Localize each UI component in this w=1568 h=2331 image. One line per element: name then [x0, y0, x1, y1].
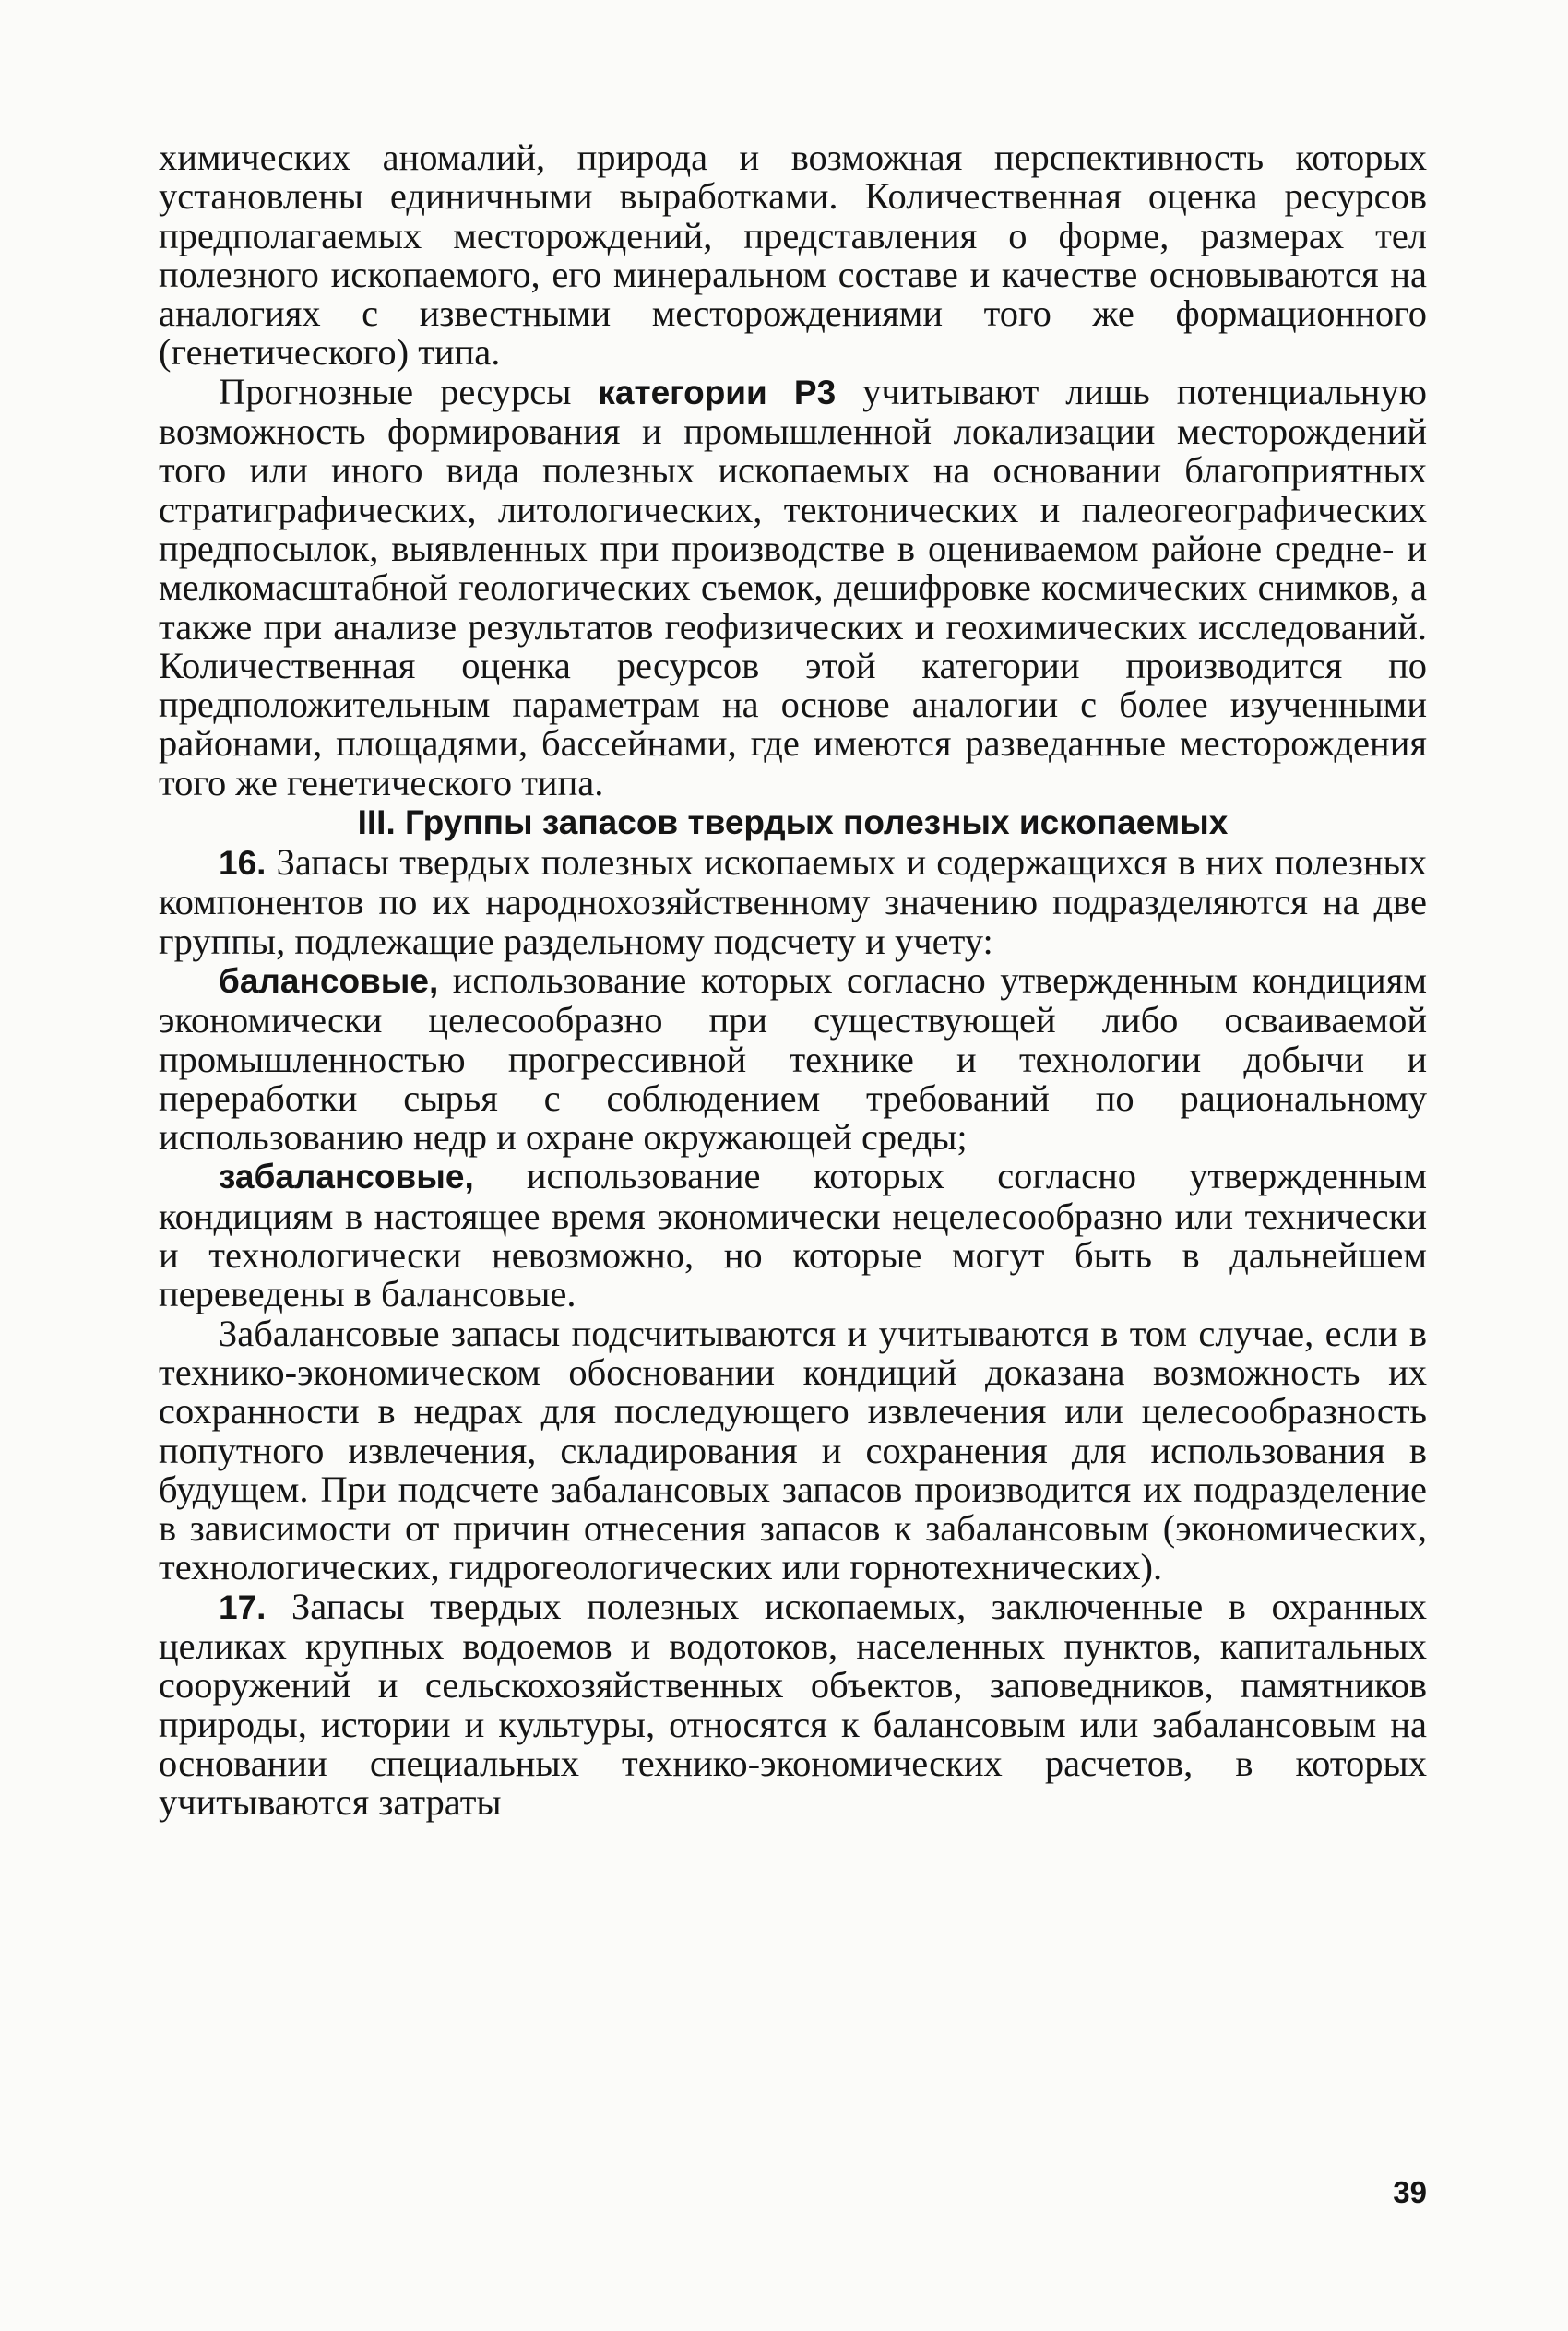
paragraph-offbalance	[159, 1157, 1427, 1314]
paragraph-continuation: химических аномалий, природа и возможная перспективность которых установлены единичными выработками. Количественная оценка ресурсов предполагаемых месторождений, представления о форме, размерах тел полезного ископаемого, его минеральном составе и качестве основываются на аналогиях с известными месторождениями того же формационного (генетического) типа.	[159, 137, 1427, 374]
offbalance-text: использование которых согласно утвержденным кондициям в настоящее время экономически нецелесообразно или технически и технологически невозможно, но которые могут быть в дальнейшем переведены в балансовые.	[159, 1155, 1427, 1315]
category-p3-term: категории Р3	[598, 373, 837, 411]
item-17-number: 17.	[219, 1588, 267, 1626]
offbalance-term: забалансовые,	[219, 1158, 474, 1196]
paragraph-category-p3	[159, 370, 1427, 803]
balance-text: использование которых согласно утвержденным кондициям экономически целесообразно при существующей либо осваиваемой промышленностью прогрессивной технике и технологии добычи и переработки сырья с соблюдением требований по рациональному использованию недр и охране окружающей среды;	[159, 958, 1427, 1159]
item-16-text: Запасы твердых полезных ископаемых и содержащихся в них полезных компонентов по их народнохозяйственному значению подразделяются на две группы, подлежащие раздельному подсчету и учету:	[159, 841, 1427, 962]
item-17-text: Запасы твердых полезных ископаемых, заключенные в охранных целиках крупных водоемов и водотоков, населенных пунктов, капитальных сооружений и сельскохозяйственных объектов, заповедников, памятников природы, истории и культуры, относятся к балансовым или забалансовым на основании специальных технико-экономических расчетов, в которых учитываются затраты	[159, 1585, 1427, 1824]
item-16-number: 16.	[219, 844, 267, 883]
paragraph-balance	[159, 958, 1427, 1159]
body-text	[159, 138, 1427, 1822]
paragraph-item-17	[159, 1585, 1427, 1824]
page-number: 39	[1393, 2175, 1427, 2209]
paragraph-offbalance-note: Забалансовые запасы подсчитываются и учитываются в том случае, если в технико-экономическом обосновании кондиций доказана возможность их сохранности в недрах для последующего извлечения или целесообразность попутного извлечения, складирования и сохранения для использования в будущем. При подсчете забалансовых запасов производится их подразделение в зависимости от причин отнесения запасов к забалансовым (экономических, технологических, гидрогеологических или горнотехнических).	[159, 1312, 1427, 1588]
paragraph-p3-rest: учитывают лишь потенциальную возможность формирования и промышленной локализации месторождений того или иного вида полезных ископаемых на основании благоприятных стратиграфических, литологических, тектонических и палеогеографических предпосылок, выявленных при производстве в оцениваемом районе средне- и мелкомасштабной геологических съемок, дешифровке космических снимков, а также при анализе результатов геофизических и геохимических исследований. Количественная оценка ресурсов этой категории производится по предположительным параметрам на основе аналогии с более изученными районами, площадями, бассейнами, где имеются разведанные месторождения того же генетического типа.	[159, 370, 1427, 803]
paragraph-p3-start: Прогнозные ресурсы	[219, 370, 599, 412]
paragraph-item-16	[159, 843, 1427, 961]
balance-term: балансовые,	[219, 961, 439, 1000]
section-heading: III. Группы запасов твердых полезных ископаемых	[357, 803, 1229, 842]
